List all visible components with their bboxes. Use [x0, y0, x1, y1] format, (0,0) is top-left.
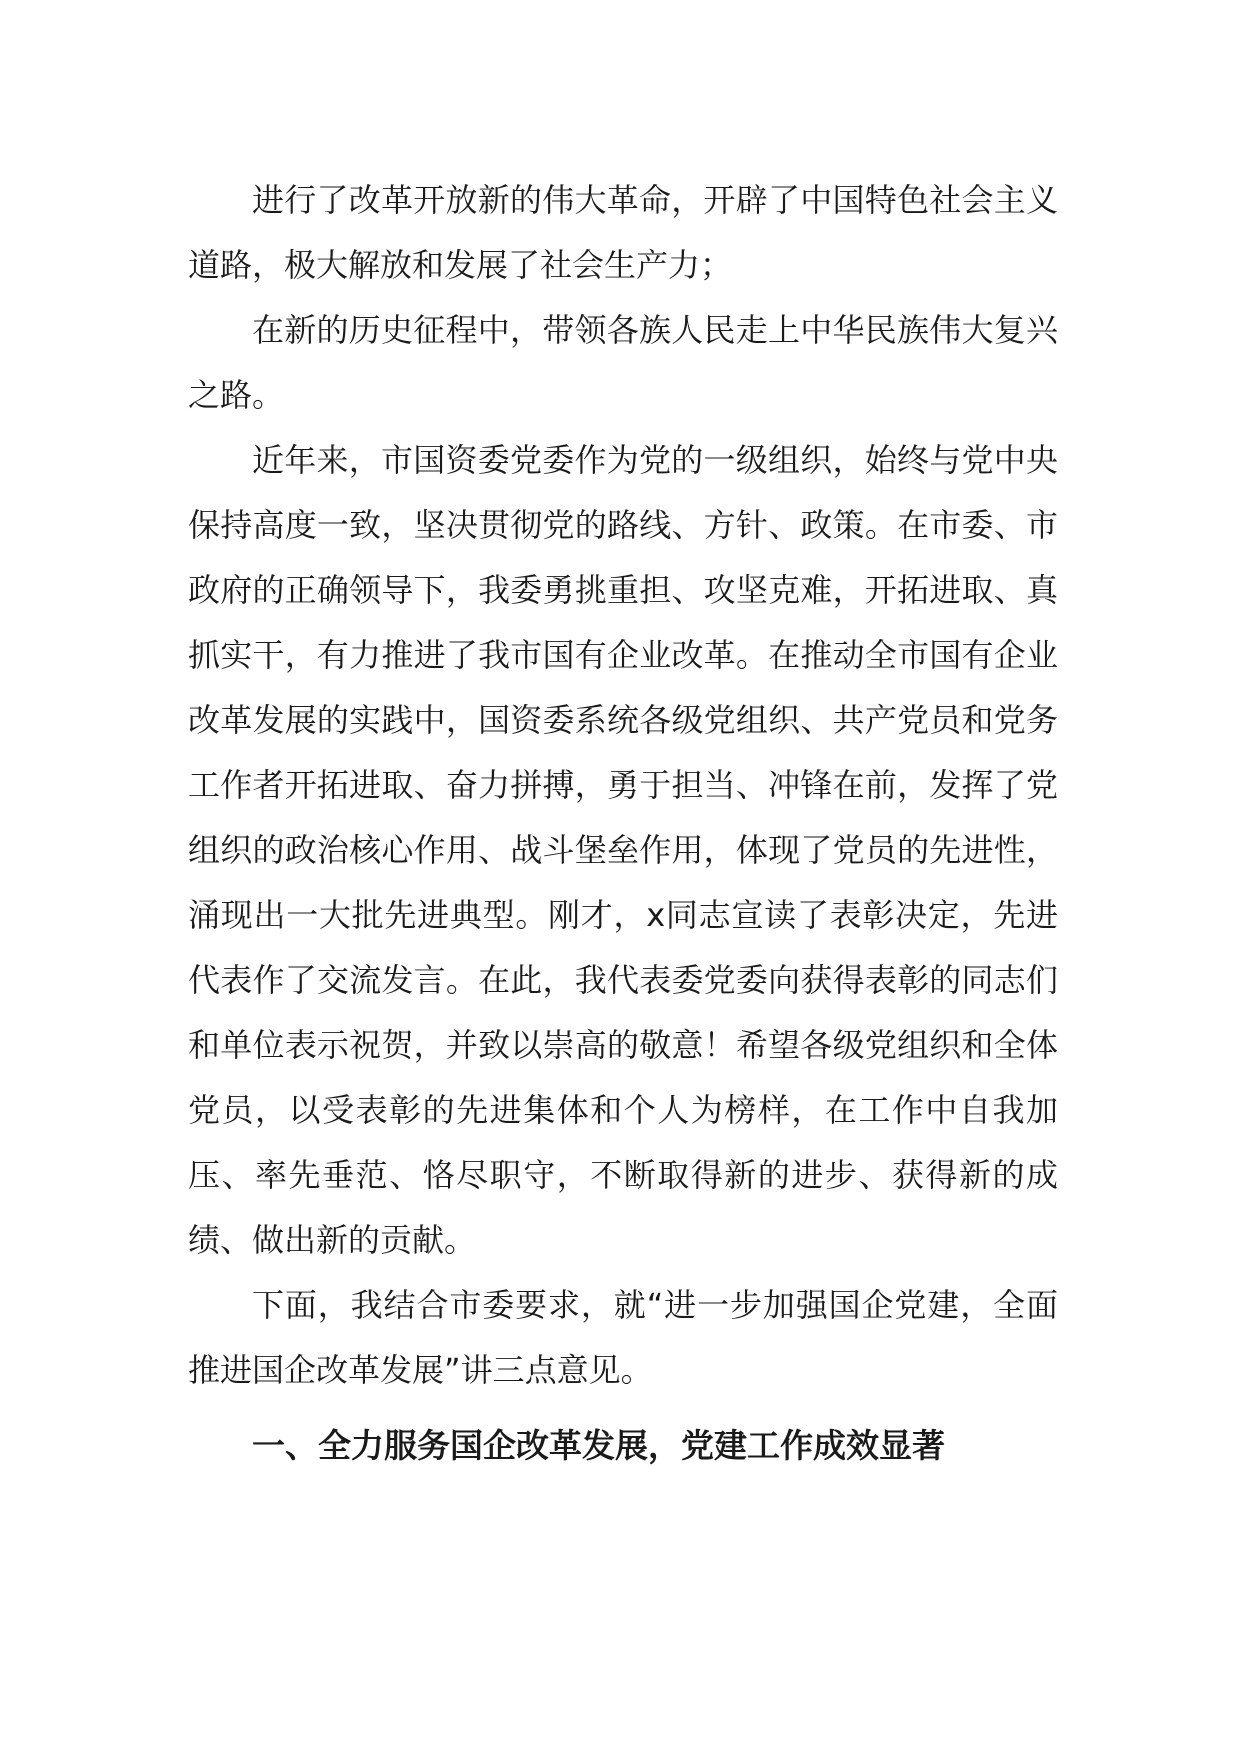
document-body: [188, 168, 1058, 1478]
paragraph-3: 近年来，市国资委党委作为党的一级组织，始终与党中央保持高度一致，坚决贯彻党的路线、方针、政策。在市委、市政府的正确领导下，我委勇挑重担、攻坚克难，开拓进取、真抓实干，有力推进了我市国有企业改革。在推动全市国有企业改革发展的实践中，国资委系统各级党组织、共产党员和党务工作者开拓进取、奋力拼搏，勇于担当、冲锋在前，发挥了党组织的政治核心作用、战斗堡垒作用，体现了党员的先进性，涌现出一大批先进典型。刚才，x同志宣读了表彰决定，先进代表作了交流发言。在此，我代表委党委向获得表彰的同志们和单位表示祝贺，并致以崇高的敬意！希望各级党组织和全体党员，以受表彰的先进集体和个人为榜样，在工作中自我加压、率先垂范、恪尽职守，不断取得新的进步、获得新的成绩、做出新的贡献。: [188, 441, 1058, 1259]
paragraph-4: 下面，我结合市委要求，就“进一步加强国企党建，全面推进国企改革发展”讲三点意见。: [188, 1286, 1058, 1389]
paragraph-2: 在新的历史征程中，带领各族人民走上中华民族伟大复兴之路。: [188, 311, 1058, 414]
paragraph-1: 进行了改革开放新的伟大革命，开辟了中国特色社会主义道路，极大解放和发展了社会生产力；: [188, 181, 1058, 284]
section-heading: 一、全力服务国企改革发展，党建工作成效显著: [252, 1426, 945, 1465]
